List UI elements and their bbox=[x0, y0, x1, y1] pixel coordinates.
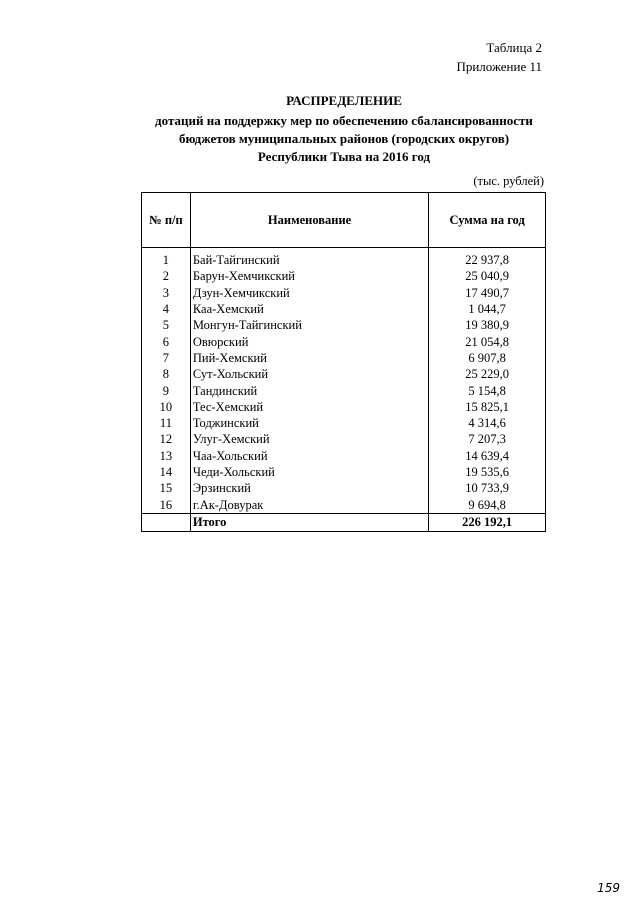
table-row bbox=[142, 350, 546, 366]
header-sum: Сумма на год bbox=[429, 193, 546, 248]
row-name: Барун-Хемчикский bbox=[190, 268, 428, 284]
row-sum: 21 054,8 bbox=[429, 333, 546, 349]
row-sum: 6 907,8 bbox=[429, 350, 546, 366]
row-name: Монгун-Тайгинский bbox=[190, 317, 428, 333]
row-name: Улуг-Хемский bbox=[190, 431, 428, 447]
row-number: 3 bbox=[142, 285, 191, 301]
table-row bbox=[142, 464, 546, 480]
table-row bbox=[142, 317, 546, 333]
table-row bbox=[142, 301, 546, 317]
row-sum: 25 040,9 bbox=[429, 268, 546, 284]
table-row bbox=[142, 431, 546, 447]
row-number: 11 bbox=[142, 415, 191, 431]
row-sum: 10 733,9 bbox=[429, 480, 546, 496]
row-sum: 25 229,0 bbox=[429, 366, 546, 382]
table-total-row bbox=[142, 513, 546, 531]
row-number: 9 bbox=[142, 382, 191, 398]
row-name: Сут-Хольский bbox=[190, 366, 428, 382]
title-main: РАСПРЕДЕЛЕНИЕ bbox=[286, 93, 402, 108]
table-row bbox=[142, 480, 546, 496]
row-sum: 7 207,3 bbox=[429, 431, 546, 447]
row-sum: 15 825,1 bbox=[429, 399, 546, 415]
row-name: Чаа-Хольский bbox=[190, 448, 428, 464]
table-row bbox=[142, 415, 546, 431]
total-sum: 226 192,1 bbox=[429, 513, 546, 531]
table-row bbox=[142, 399, 546, 415]
table-row bbox=[142, 448, 546, 464]
row-name: Каа-Хемский bbox=[190, 301, 428, 317]
total-label: Итого bbox=[190, 513, 428, 531]
appendix-label: Приложение 11 bbox=[456, 59, 542, 74]
row-name: Тес-Хемский bbox=[190, 399, 428, 415]
row-number: 2 bbox=[142, 268, 191, 284]
table-row bbox=[142, 285, 546, 301]
distribution-table bbox=[141, 192, 546, 532]
title-line-3: Республики Тыва на 2016 год bbox=[257, 149, 431, 164]
row-number: 13 bbox=[142, 448, 191, 464]
row-name: Тоджинский bbox=[190, 415, 428, 431]
header-name: Наименование bbox=[190, 193, 428, 248]
table-header-row bbox=[142, 193, 546, 248]
row-number: 14 bbox=[142, 464, 191, 480]
table-row bbox=[142, 382, 546, 398]
row-sum: 19 535,6 bbox=[429, 464, 546, 480]
row-sum: 5 154,8 bbox=[429, 382, 546, 398]
table-row bbox=[142, 268, 546, 284]
row-sum: 4 314,6 bbox=[429, 415, 546, 431]
row-name: Бай-Тайгинский bbox=[190, 252, 428, 268]
row-number: 6 bbox=[142, 333, 191, 349]
table-row bbox=[142, 496, 546, 513]
row-name: Чеди-Хольский bbox=[190, 464, 428, 480]
table-label: Таблица 2 bbox=[486, 40, 542, 55]
row-sum: 9 694,8 bbox=[429, 496, 546, 513]
row-name: Овюрский bbox=[190, 333, 428, 349]
row-number: 10 bbox=[142, 399, 191, 415]
row-sum: 14 639,4 bbox=[429, 448, 546, 464]
page-header bbox=[456, 38, 542, 76]
row-name: Пий-Хемский bbox=[190, 350, 428, 366]
units-label: (тыс. рублей) bbox=[473, 174, 544, 188]
row-number: 8 bbox=[142, 366, 191, 382]
row-sum: 22 937,8 bbox=[429, 252, 546, 268]
row-name: Тандинский bbox=[190, 382, 428, 398]
title-line-1: дотаций на поддержку мер по обеспечению сбалансированности bbox=[155, 113, 533, 128]
row-number: 16 bbox=[142, 496, 191, 513]
row-number: 4 bbox=[142, 301, 191, 317]
page-number-mark: 159 bbox=[597, 881, 620, 895]
row-number: 12 bbox=[142, 431, 191, 447]
row-number: 5 bbox=[142, 317, 191, 333]
total-empty-cell bbox=[142, 513, 191, 531]
table-row bbox=[142, 366, 546, 382]
row-sum: 1 044,7 bbox=[429, 301, 546, 317]
row-name: г.Ак-Довурак bbox=[190, 496, 428, 513]
row-name: Дзун-Хемчикский bbox=[190, 285, 428, 301]
header-number: № п/п bbox=[142, 193, 191, 248]
title-line-2: бюджетов муниципальных районов (городских округов) bbox=[178, 131, 510, 146]
table-row bbox=[142, 333, 546, 349]
row-number: 15 bbox=[142, 480, 191, 496]
row-number: 1 bbox=[142, 252, 191, 268]
document-title bbox=[100, 92, 588, 166]
row-sum: 19 380,9 bbox=[429, 317, 546, 333]
row-sum: 17 490,7 bbox=[429, 285, 546, 301]
table-row bbox=[142, 252, 546, 268]
row-name: Эрзинский bbox=[190, 480, 428, 496]
row-number: 7 bbox=[142, 350, 191, 366]
